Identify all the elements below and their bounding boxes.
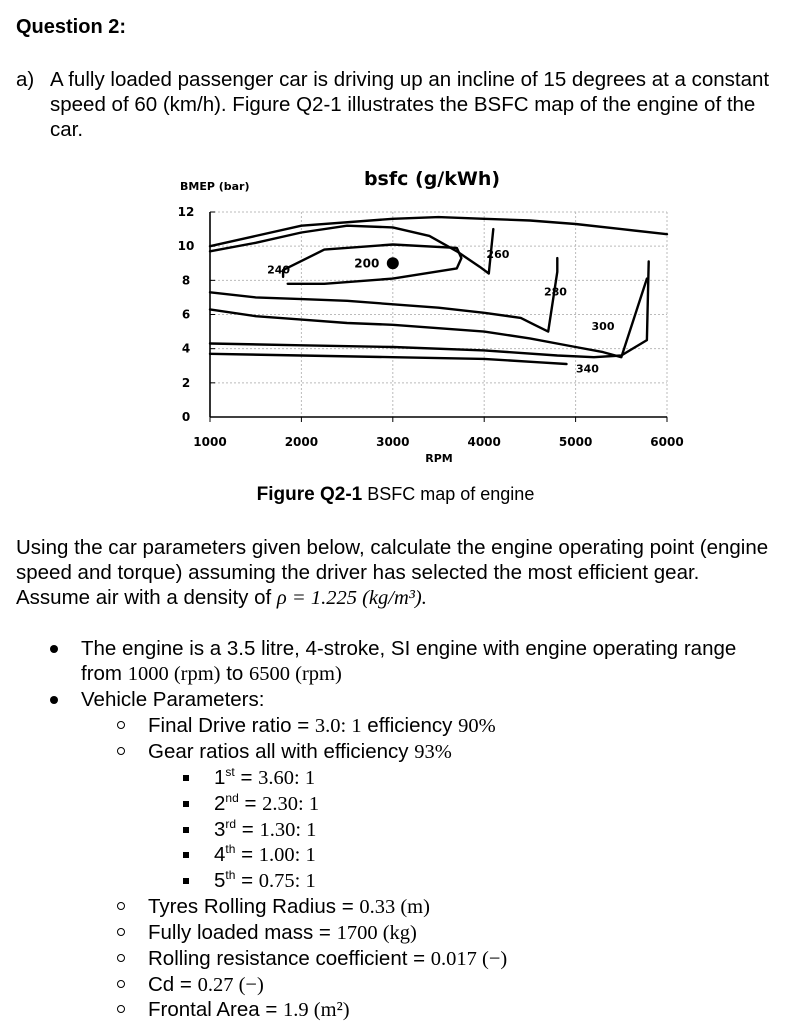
contour-label: 260 — [486, 248, 510, 262]
contour-label: 280 — [544, 285, 567, 299]
intro-paragraph — [16, 535, 776, 611]
bullet-circle — [117, 928, 125, 936]
gear-number: 4 — [214, 843, 226, 867]
list-item — [117, 713, 496, 739]
bullet-dot — [50, 645, 58, 653]
gear-eff: 93% — [414, 741, 452, 763]
list-item — [117, 972, 264, 998]
gear-equals: = — [235, 843, 259, 867]
bullet-square — [183, 852, 189, 858]
bullet-circle — [117, 747, 125, 755]
gear-number: 2 — [214, 791, 226, 815]
y-tick-label: 2 — [181, 375, 191, 390]
y-tick-label: 8 — [181, 273, 191, 288]
question-heading: Question 2: — [16, 16, 127, 38]
gear-ordinal: st — [225, 765, 235, 779]
gear-ratio: 3.60: 1 — [258, 767, 316, 789]
tyre-label: Tyres Rolling Radius = — [148, 895, 360, 918]
final-drive-ratio: 3.0: 1 — [314, 715, 362, 737]
contour-line — [210, 258, 557, 332]
rpm-max: 6500 (rpm) — [249, 663, 342, 685]
y-tick-label: 4 — [181, 341, 191, 356]
engine-text: The engine is a 3.5 litre, 4-stroke, SI engine with engine operating range from — [81, 637, 737, 685]
intro-text: Using the car parameters given below, calculate the engine operating point (engine speed and torque) assuming the driver has selected the most efficient gear. Assume air with a density of — [16, 536, 769, 609]
mass-value: 1700 (kg) — [336, 922, 417, 944]
y-tick-label: 6 — [181, 307, 191, 322]
rolling-resistance-value: 0.017 (−) — [430, 948, 508, 970]
vehicle-parameters-heading: Vehicle Parameters: — [81, 688, 265, 711]
frontal-area-label: Frontal Area = — [148, 998, 284, 1021]
x-tick-label: 4000 — [467, 435, 501, 449]
bullet-circle — [117, 721, 125, 729]
part-a-text: A fully loaded passenger car is driving up an incline of 15 degrees at a constant speed of 60 (km/h). Figure Q2-1 illustrates the BSFC map of the engine of the car. — [50, 68, 770, 141]
list-item — [183, 842, 316, 868]
bullet-square — [183, 827, 189, 833]
gear-ratio: 1.00: 1 — [258, 844, 316, 867]
cd-value: 0.27 (−) — [197, 974, 264, 996]
rolling-resistance-label: Rolling resistance coefficient = — [148, 947, 431, 970]
x-tick-label: 6000 — [650, 435, 684, 449]
y-axis-label: BMEP (bar) — [180, 180, 250, 193]
gear-number: 3 — [214, 817, 226, 841]
bullet-circle — [117, 980, 125, 988]
figure-caption — [0, 484, 791, 506]
list-item — [117, 920, 417, 946]
optimum-point — [387, 257, 399, 269]
contour-label: 300 — [591, 319, 615, 333]
chart-title: bsfc (g/kWh) — [363, 168, 501, 190]
gear-equals: = — [236, 817, 260, 841]
list-item — [183, 817, 316, 843]
rpm-min: 1000 (rpm) — [127, 663, 221, 685]
bullet-circle — [117, 1005, 125, 1013]
gear-ordinal: nd — [225, 790, 239, 805]
list-item — [50, 636, 750, 687]
y-tick-label: 10 — [177, 239, 195, 254]
x-tick-label: 1000 — [193, 435, 227, 449]
gear-number: 1 — [214, 766, 226, 789]
caption-label: Figure Q2-1 — [256, 484, 363, 505]
x-axis-label: RPM — [425, 452, 453, 465]
list-item — [117, 997, 350, 1023]
caption-text: BSFC map of engine — [362, 484, 535, 504]
engine-text-to: to — [220, 662, 250, 685]
list-item — [117, 894, 430, 920]
bullet-dot — [50, 696, 58, 704]
gear-ratio: 0.75: 1 — [258, 870, 316, 893]
gear-ratio: 2.30: 1 — [262, 792, 320, 815]
list-item — [50, 687, 264, 712]
part-label: a) — [16, 68, 35, 91]
gear-ordinal: rd — [225, 816, 237, 831]
gear-ordinal: th — [225, 842, 236, 857]
air-density: ρ = 1.225 (kg/m³). — [276, 587, 427, 609]
bullet-circle — [117, 902, 125, 910]
x-tick-label: 3000 — [376, 435, 410, 449]
x-tick-label: 2000 — [284, 435, 319, 449]
final-drive-eff: 90% — [458, 715, 496, 737]
list-item — [183, 765, 315, 791]
gear-ordinal: th — [225, 868, 236, 883]
gear-equals: = — [235, 869, 259, 893]
contour-label: 340 — [575, 362, 599, 376]
bsfc-map-chart — [160, 160, 700, 470]
contour-label: 240 — [267, 263, 291, 277]
cd-label: Cd = — [148, 973, 198, 996]
bullet-square — [183, 801, 189, 807]
mass-label: Fully loaded mass = — [148, 921, 337, 944]
contour-line — [210, 226, 493, 274]
bullet-square — [183, 878, 189, 884]
final-drive-eff-label: efficiency — [361, 714, 459, 737]
contour-line — [210, 354, 567, 364]
gear-number: 5 — [214, 869, 226, 893]
list-item — [183, 791, 319, 817]
y-tick-label: 12 — [177, 205, 195, 219]
tyre-radius: 0.33 (m) — [359, 896, 430, 918]
gear-ratio: 1.30: 1 — [259, 818, 317, 841]
gear-equals: = — [234, 766, 259, 789]
list-item — [117, 739, 452, 765]
frontal-area-value: 1.9 (m²) — [283, 999, 350, 1021]
final-drive-label: Final Drive ratio = — [148, 714, 315, 737]
list-item — [183, 868, 316, 894]
x-tick-label: 5000 — [558, 435, 593, 449]
bullet-circle — [117, 954, 125, 962]
gear-equals: = — [238, 791, 263, 815]
y-tick-label: 0 — [181, 410, 191, 424]
contour-label: 200 — [354, 256, 380, 271]
gear-label: Gear ratios all with efficiency — [148, 740, 415, 763]
list-item — [117, 946, 507, 972]
bullet-square — [183, 775, 189, 781]
